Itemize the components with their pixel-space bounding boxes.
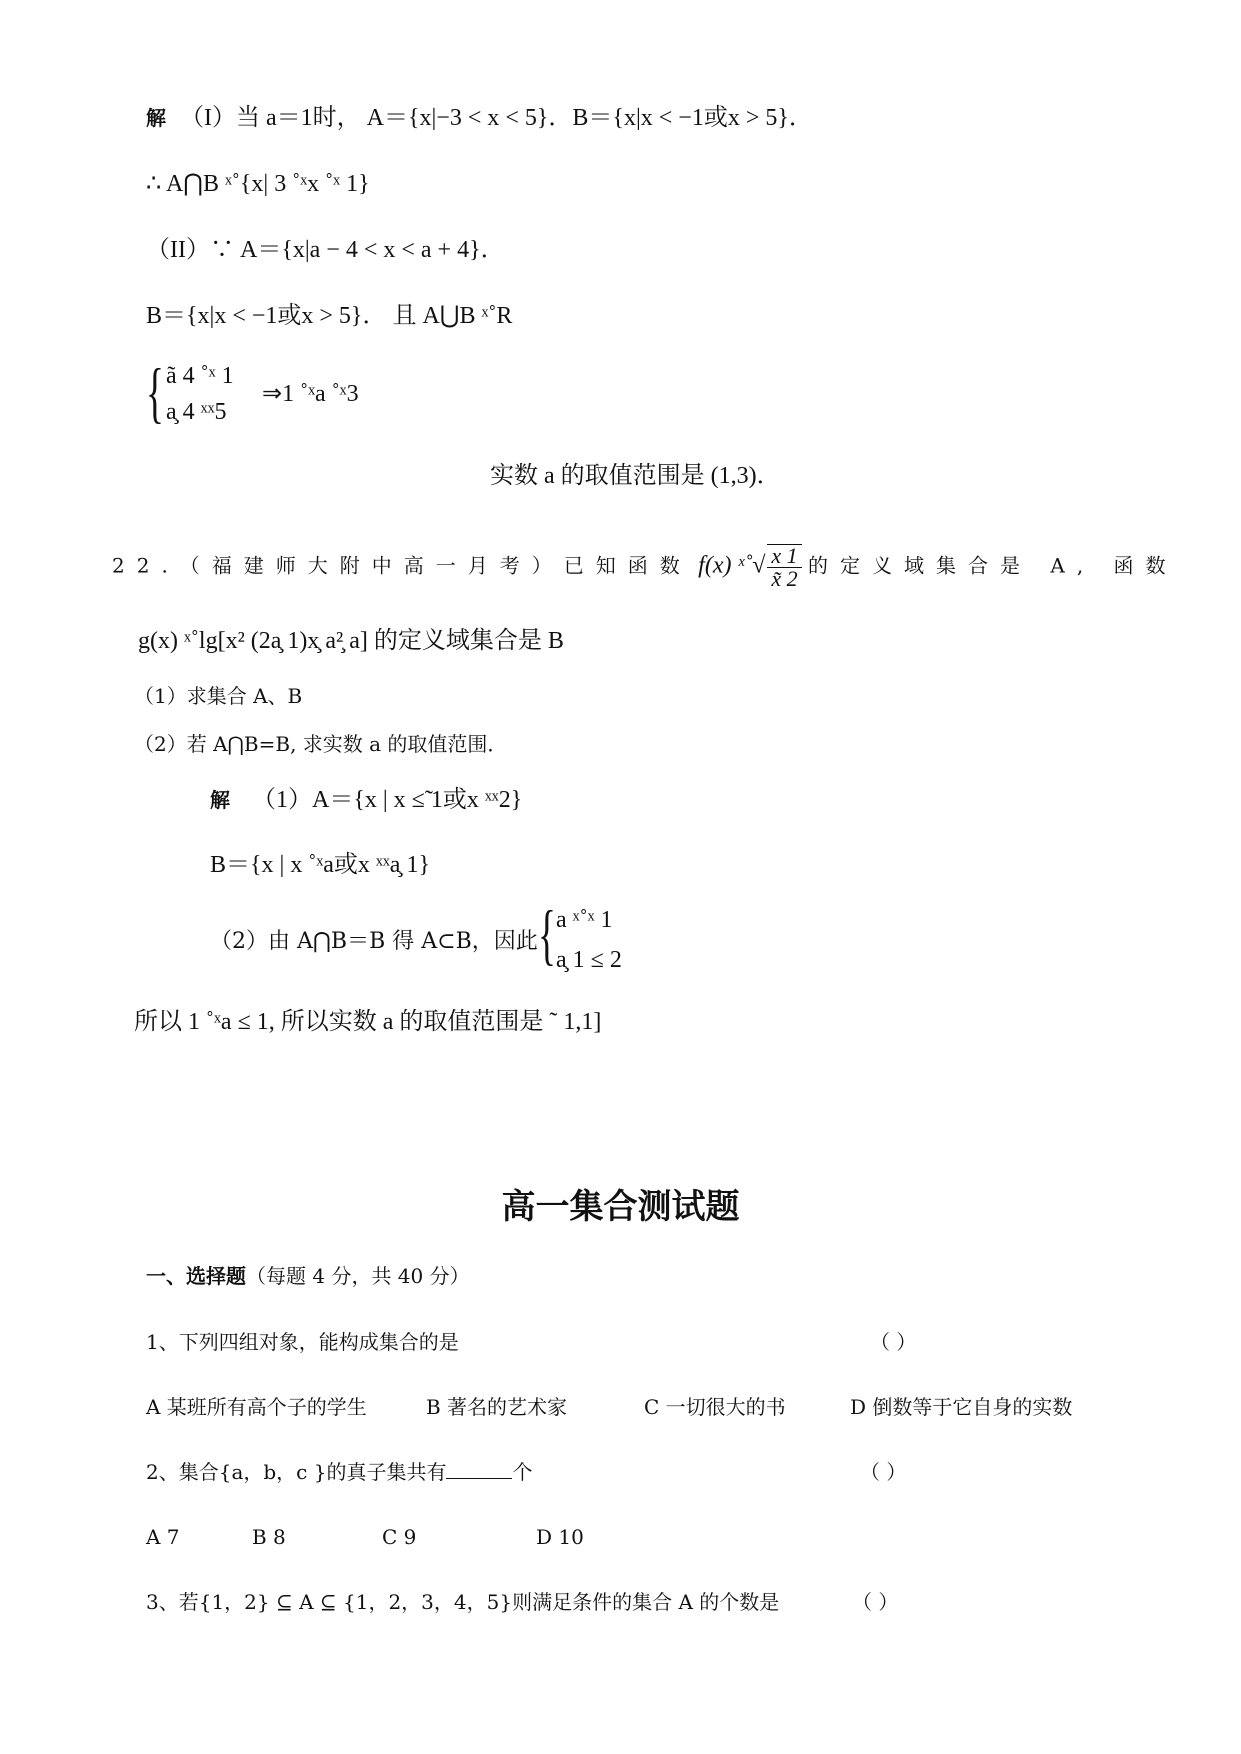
problem-22-func-f: f(x) ˣ˚ <box>698 552 753 579</box>
section-heading <box>146 1262 470 1290</box>
solution-22-final: 所以 1 ˚ˣa ≤ 1, 所以实数 a 的取值范围是 ˜ 1,1] <box>134 1009 602 1035</box>
fraction-numerator: x 1 <box>767 545 801 568</box>
question-2-option-b: B 8 <box>252 1525 286 1549</box>
question-2-pre: 2、集合{a，b，c }的真子集共有 <box>146 1460 447 1484</box>
question-1: 1、下列四组对象，能构成集合的是 <box>146 1330 459 1354</box>
question-1-option-b: B 著名的艺术家 <box>426 1395 568 1419</box>
solution-21-part1-line: （I）当 a＝1时， A＝{x|−3 < x < 5}．B＝{x|x < −1或x > 5}． <box>180 105 813 131</box>
solution-21-system-result: ⇒1 ˚ˣa ˚ˣ3 <box>262 381 359 407</box>
solution-label <box>146 104 166 132</box>
fraction-denominator: x̃ 2 <box>771 566 798 591</box>
solution-21-conclusion: 实数 a 的取值范围是 (1,3)． <box>490 463 781 489</box>
problem-22-head: 22.（福建师大附中高一月考）已知函数 <box>112 553 692 578</box>
solution-21-part2-line2: B＝{x|x < −1或x > 5}． 且 A⋃B ˣ˚R <box>146 303 513 329</box>
system-brace: { <box>146 354 164 430</box>
solution-22-brace: { <box>538 896 556 972</box>
page-title: 高一集合测试题 <box>501 1187 740 1227</box>
problem-22-fraction <box>767 545 801 590</box>
question-2-option-a: A 7 <box>146 1525 180 1549</box>
sqrt-symbol: √ <box>752 552 766 579</box>
solution-22-line1: （1）A＝{x | x ≤̃ 1或x ˣˣ2} <box>252 787 523 813</box>
question-2-option-d: D 10 <box>536 1525 584 1549</box>
question-3-answer-paren: （ ） <box>852 1590 899 1614</box>
question-1-option-d: D 倒数等于它自身的实数 <box>850 1395 1073 1419</box>
solution-22-sys-row2: a̧ 1 ≤ 2 <box>556 947 622 973</box>
question-1-answer-paren: （ ） <box>870 1330 917 1354</box>
solution-22-sys-row1: a ˣ˚ˣ 1 <box>556 907 613 933</box>
solution-21-system-row1: ã 4 ˚ˣ 1 <box>166 363 234 389</box>
question-1-option-c: C 一切很大的书 <box>644 1395 786 1419</box>
solution-21-system-row2: a̧ 4 ˣˣ5 <box>166 399 227 425</box>
question-3: 3、若{1，2} ⊆ A ⊆ {1，2，3，4，5}则满足条件的集合 A 的个数是 <box>146 1590 780 1614</box>
solution-22-label: 解 <box>210 788 230 812</box>
question-2-option-c: C 9 <box>382 1525 417 1549</box>
question-1-option-a: A 某班所有高个子的学生 <box>146 1395 367 1419</box>
answer-blank <box>446 1460 512 1479</box>
solution-21-part2-line1: （II）∵ A＝{x|a − 4 < x < a + 4}． <box>146 237 505 263</box>
problem-22-statement <box>112 544 1178 590</box>
problem-22-q1: （1）求集合 A、B <box>134 684 303 708</box>
question-2-post: 个 <box>512 1460 533 1484</box>
solution-22-line2: B＝{x | x ˚ˣa或x ˣˣa̧ 1} <box>210 852 430 878</box>
problem-22-tail: 的定义域集合是 A, 函数 <box>808 553 1178 578</box>
section-note: （每题 4 分，共 40 分） <box>246 1264 470 1288</box>
solution-22-line3: （2）由 A⋂B＝B 得 A⊂B，因此 <box>210 929 538 954</box>
problem-22-q2: （2）若 A⋂B=B, 求实数 a 的取值范围． <box>134 732 508 756</box>
solution-21-part1-result: ∴ A⋂B ˣ˚{x| 3 ˚ˣx ˚ˣ 1} <box>146 171 370 197</box>
problem-22-line2: g(x) ˣ˚lg[x² (2a̧ 1)x̧ a²̧ a] 的定义域集合是 B <box>138 628 564 654</box>
solution-21-label: 解 <box>146 106 166 130</box>
question-2-answer-paren: （ ） <box>860 1460 907 1484</box>
question-2 <box>146 1458 532 1486</box>
section-label: 一、选择题 <box>146 1264 246 1288</box>
